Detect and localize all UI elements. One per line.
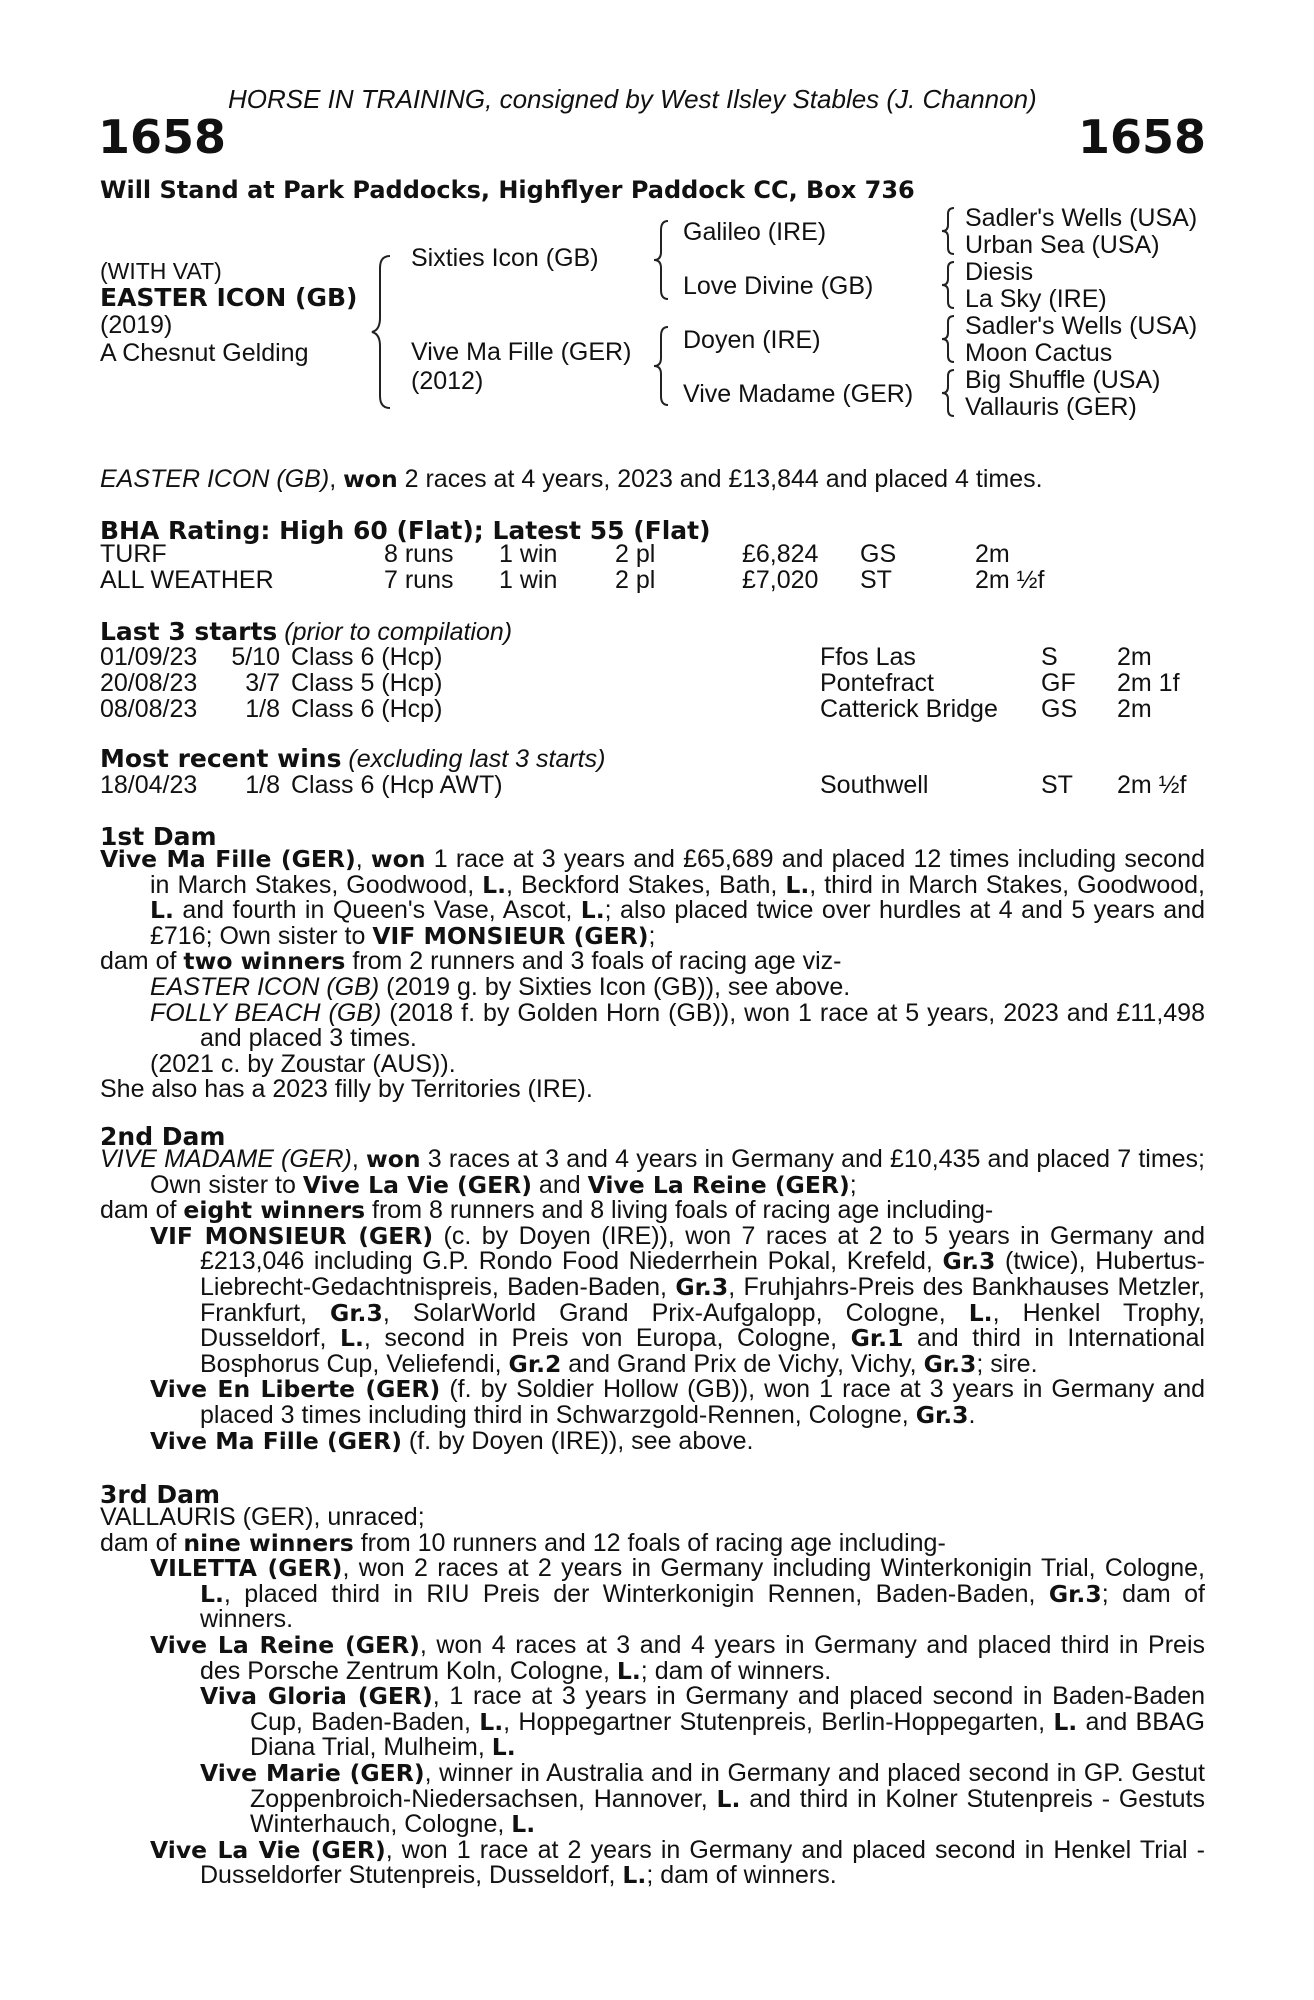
rating-runs: 7 runs <box>384 566 454 594</box>
pedigree-brace-g1 <box>940 206 962 256</box>
text: ; sire. <box>976 1349 1038 1378</box>
won-label: won <box>370 845 426 873</box>
pedigree-brace-g3 <box>940 314 962 364</box>
text: dam of <box>100 947 184 976</box>
first-dam-section <box>100 847 1205 1103</box>
winners-count: nine winners <box>183 1528 354 1557</box>
pedigree-gg-6: Moon Cactus <box>965 339 1113 367</box>
recent-wins-heading <box>100 746 605 772</box>
text: , Henkel Trophy, Dusseldorf, <box>200 1298 1205 1353</box>
text: , Beckford Stakes, Bath, <box>506 870 786 899</box>
vat-note: (WITH VAT) <box>100 258 222 284</box>
text: ; <box>648 921 656 950</box>
bha-rating-title: BHA Rating: High 60 (Flat); Latest 55 (Flat) <box>100 516 711 545</box>
race-summary: EASTER ICON (GB), won 2 races at 4 years, 2023 and £13,844 and placed 4 times. <box>100 465 1043 493</box>
listed-label: L. <box>785 870 810 899</box>
text: , third in March Stakes, Goodwood, <box>809 870 1205 899</box>
win-date: 18/04/23 <box>100 771 198 799</box>
produce-vive-la-vie <box>150 1835 1205 1890</box>
text: ; also placed twice over hurdles at 4 and 5 years and £716; Own sister to <box>150 896 1205 950</box>
pedigree-gg-4: La Sky (IRE) <box>965 285 1107 313</box>
lot-number-left: 1658 <box>98 110 227 164</box>
start-class: Class 6 (Hcp) <box>291 643 443 671</box>
rating-prize: £7,020 <box>742 566 819 594</box>
listed-label: L. <box>968 1298 993 1327</box>
first-dam-produce <box>100 949 1205 975</box>
text: . <box>968 1400 976 1429</box>
dam-name: Vive Ma Fille (GER) <box>100 845 356 873</box>
text: and third in Kolner Stutenpreis - Gestuts Winterhauch, Cologne, <box>250 1784 1205 1839</box>
lot-number-right: 1658 <box>1077 110 1206 164</box>
listed-label: L. <box>200 1579 224 1608</box>
rating-placed: 2 pl <box>615 566 656 594</box>
pedigree-dam-year: (2012) <box>411 367 484 395</box>
text: and <box>531 1170 588 1199</box>
listed-label: L. <box>150 896 174 925</box>
listed-label: L. <box>479 1707 504 1736</box>
pedigree-gg-2: Urban Sea (USA) <box>965 231 1160 259</box>
start-date: 01/09/23 <box>100 643 198 671</box>
start-course: Catterick Bridge <box>820 695 998 723</box>
pedigree-dam-sire: Doyen (IRE) <box>683 326 821 354</box>
won-label: won <box>366 1145 421 1173</box>
text: ; <box>849 1170 857 1199</box>
summary-horse-name: EASTER ICON (GB) <box>100 465 330 493</box>
pedigree-gg-3: Diesis <box>965 258 1034 286</box>
text: (c. by Doyen (IRE)), won 7 races at 2 to 5 years in Germany and £213,046 including G.P. Rondo Food Niederrhein Pokal, Krefeld, <box>200 1221 1205 1276</box>
sister-name: VIF MONSIEUR (GER) <box>372 921 649 950</box>
start-class: Class 6 (Hcp) <box>291 695 443 723</box>
text: and third in International Bosphorus Cup, Veliefendi, <box>200 1324 1205 1378</box>
last-3-starts-heading <box>100 619 512 645</box>
text: 3 races at 3 and 4 years in Germany and £10,435 and placed 7 times; Own sister to <box>150 1145 1205 1199</box>
text: (f. by Doyen (IRE)), see above. <box>401 1426 754 1455</box>
text: from 8 runners and 8 living foals of racing age including- <box>365 1196 994 1225</box>
dam-name: VIVE MADAME (GER) <box>100 1145 352 1173</box>
start-going: S <box>1041 643 1058 671</box>
group-label: Gr.1 <box>850 1324 904 1353</box>
first-dam-heading: 1st Dam <box>100 822 217 851</box>
text: and Grand Prix de Vichy, Vichy, <box>561 1349 924 1378</box>
offspring-name: Vive La Reine (GER) <box>150 1630 420 1659</box>
text: , won 4 races at 3 and 4 years in Germany and placed third in Preis des Porsche Zentrum Koln, Cologne, <box>200 1630 1206 1685</box>
text: from 2 runners and 3 foals of racing age viz- <box>345 947 842 976</box>
text: , winner in Australia and in Germany and placed second in GP. Gestut Zoppenbroich-Niedersachsen, Hannover, <box>250 1758 1205 1813</box>
text: ; dam of winners. <box>200 1579 1205 1634</box>
start-class: Class 5 (Hcp) <box>291 669 443 697</box>
rating-surface: ALL WEATHER <box>100 566 274 594</box>
produce-viletta <box>150 1556 1205 1633</box>
rating-wins: 1 win <box>499 540 558 568</box>
rating-placed: 2 pl <box>615 540 656 568</box>
pedigree-brace-dam <box>652 324 676 408</box>
text: (twice), Hubertus-Liebrecht-Gedachtnispreis, Baden-Baden, <box>200 1247 1205 1301</box>
text: (2018 f. by Golden Horn (GB)), won 1 race at 5 years, 2023 and £11,498 and placed 3 times. <box>200 998 1205 1053</box>
offspring-name: Vive Ma Fille (GER) <box>150 1426 402 1455</box>
listed-label: L. <box>580 896 605 925</box>
second-dam-record: VIVE MADAME (GER), won 3 races at 3 and 4 years in Germany and £10,435 and placed 7 times; Own sister to Vive La Vie (GER) and Vive La Reine (GER); <box>100 1145 1205 1199</box>
text: and fourth in Queen's Vase, Ascot, <box>173 896 581 925</box>
rating-going: GS <box>860 540 897 568</box>
produce-vive-en-liberte <box>150 1377 1205 1428</box>
text: , Fruhjahrs-Preis des Bankhauses Metzler, Frankfurt, <box>200 1272 1205 1327</box>
text: , 1 race at 3 years in Germany and placed second in Baden-Baden Cup, Baden-Baden, <box>250 1682 1206 1736</box>
start-distance: 2m <box>1117 643 1152 671</box>
text: ; dam of winners. <box>646 1861 837 1890</box>
rating-distance: 2m <box>975 540 1010 568</box>
offspring-name: VILETTA (GER) <box>150 1554 343 1583</box>
last-3-title: Last 3 starts <box>100 617 278 646</box>
pedigree-sire: Sixties Icon (GB) <box>411 244 599 272</box>
start-date: 08/08/23 <box>100 695 198 723</box>
text: , second in Preis von Europa, Cologne, <box>363 1324 851 1353</box>
start-position: 1/8 <box>245 695 280 723</box>
text: dam of <box>100 1528 184 1557</box>
offspring-name: Vive Marie (GER) <box>200 1758 425 1787</box>
start-position: 5/10 <box>231 643 280 671</box>
pedigree-gg-1: Sadler's Wells (USA) <box>965 204 1198 232</box>
last-3-note: (prior to compilation) <box>277 618 513 646</box>
horse-name: EASTER ICON (GB) <box>100 283 358 312</box>
rating-wins: 1 win <box>499 566 558 594</box>
pedigree-brace-sire <box>652 218 676 302</box>
summary-won: won <box>343 465 398 493</box>
recent-wins-note: (excluding last 3 starts) <box>341 745 606 773</box>
pedigree-sire-sire: Galileo (IRE) <box>683 218 827 246</box>
start-going: GS <box>1041 695 1078 723</box>
consignment-line: HORSE IN TRAINING, consigned by West Ilsley Stables (J. Channon) <box>228 84 1037 114</box>
second-dam-produce <box>100 1198 1205 1224</box>
text: , Hoppegartner Stutenpreis, Berlin-Hoppegarten, <box>503 1707 1054 1736</box>
start-date: 20/08/23 <box>100 669 198 697</box>
start-distance: 2m <box>1117 695 1152 723</box>
recent-wins-title: Most recent wins <box>100 744 342 773</box>
offspring-name: Viva Gloria (GER) <box>200 1682 433 1711</box>
win-class: Class 6 (Hcp AWT) <box>291 771 503 799</box>
start-distance: 2m 1f <box>1117 669 1180 697</box>
winners-count: eight winners <box>183 1196 366 1225</box>
second-dam-heading: 2nd Dam <box>100 1122 226 1151</box>
offspring-name: Vive La Vie (GER) <box>150 1835 386 1864</box>
pedigree-brace-main <box>370 252 400 412</box>
produce-vive-ma-fille <box>150 1426 1205 1455</box>
text: from 10 runners and 12 foals of racing age including- <box>353 1528 946 1557</box>
group-label: Gr.3 <box>915 1400 969 1429</box>
offspring-2 <box>150 998 1205 1053</box>
summary-text: 2 races at 4 years, 2023 and £13,844 and placed 4 times. <box>397 465 1043 493</box>
win-distance: 2m ½f <box>1117 771 1187 799</box>
produce-vif-monsieur <box>150 1221 1205 1378</box>
pedigree-brace-g4 <box>940 368 962 418</box>
offspring-3: (2021 c. by Zoustar (AUS)). <box>150 1049 456 1078</box>
group-label: Gr.2 <box>508 1349 562 1378</box>
pedigree-gg-7: Big Shuffle (USA) <box>965 366 1161 394</box>
start-course: Ffos Las <box>820 643 916 671</box>
listed-label: L. <box>1053 1707 1078 1736</box>
horse-description: A Chesnut Gelding <box>100 339 309 367</box>
produce-viva-gloria <box>200 1684 1205 1761</box>
third-dam-heading: 3rd Dam <box>100 1480 220 1509</box>
horse-year: (2019) <box>100 311 173 339</box>
rating-prize: £6,824 <box>742 540 819 568</box>
group-label: Gr.3 <box>330 1298 383 1327</box>
pedigree-dam-dam: Vive Madame (GER) <box>683 380 914 408</box>
text: (2019 g. by Sixties Icon (GB)), see above. <box>379 972 851 1001</box>
listed-label: L. <box>482 870 507 899</box>
listed-label: L. <box>339 1324 364 1353</box>
first-dam-record: Vive Ma Fille (GER), won 1 race at 3 years and £65,689 and placed 12 times including second in March Stakes, Goodwood, L., Beckford Stakes, Bath, L., third in March Stakes, Goodwood, L. and fourth in Queen's Vase, Ascot, L.; also placed twice over hurdles at 4 and 5 years and £716; Own sister to VIF MONSIEUR (GER); <box>100 845 1205 950</box>
text: , won 1 race at 2 years in Germany and placed second in Henkel Trial - Dusseldorfer Stutenpreis, Dusseldorf, <box>200 1835 1205 1890</box>
text: and BBAG Diana Trial, Mulheim, <box>250 1707 1205 1762</box>
rating-runs: 8 runs <box>384 540 454 568</box>
win-going: ST <box>1041 771 1073 799</box>
stand-location: Will Stand at Park Paddocks, Highflyer Paddock CC, Box 736 <box>100 176 915 204</box>
group-label: Gr.3 <box>942 1247 996 1276</box>
offspring-name: FOLLY BEACH (GB) <box>150 998 382 1027</box>
start-course: Pontefract <box>820 669 934 697</box>
pedigree-gg-5: Sadler's Wells (USA) <box>965 312 1198 340</box>
pedigree-sire-dam: Love Divine (GB) <box>683 272 874 300</box>
listed-label: L. <box>716 1784 741 1813</box>
third-dam-produce <box>100 1528 1205 1557</box>
start-position: 3/7 <box>245 669 280 697</box>
offspring-name: Vive En Liberte (GER) <box>150 1375 441 1404</box>
winners-count: two winners <box>183 947 346 976</box>
pedigree-dam: Vive Ma Fille (GER) <box>411 338 632 366</box>
text: , SolarWorld Grand Prix-Aufgalopp, Cologne, <box>382 1298 969 1327</box>
win-position: 1/8 <box>245 771 280 799</box>
listed-label: L. <box>491 1733 516 1762</box>
pedigree-brace-g2 <box>940 260 962 310</box>
listed-label: L. <box>616 1656 641 1685</box>
second-dam-section <box>100 1147 1205 1454</box>
third-dam-record: VALLAURIS (GER), unraced; <box>100 1503 425 1531</box>
sister-name: Vive La Vie (GER) <box>302 1170 532 1199</box>
rating-surface: TURF <box>100 540 167 568</box>
sister-name: Vive La Reine (GER) <box>587 1170 850 1199</box>
text: (f. by Soldier Hollow (GB)), won 1 race at 3 years in Germany and placed 3 times including third in Schwarzgold-Rennen, Cologne, <box>200 1375 1205 1429</box>
pedigree-gg-8: Vallauris (GER) <box>965 393 1137 421</box>
offspring-name: EASTER ICON (GB) <box>150 972 380 1001</box>
group-label: Gr.3 <box>1048 1579 1102 1608</box>
third-dam-section <box>100 1505 1205 1889</box>
text: , won 2 races at 2 years in Germany including Winterkonigin Trial, Cologne, <box>342 1554 1205 1583</box>
first-dam-also: She also has a 2023 filly by Territories (IRE). <box>100 1075 593 1104</box>
text: 1 race at 3 years and £65,689 and placed 12 times including second in March Stakes, Goodwood, <box>150 845 1205 899</box>
rating-distance: 2m ½f <box>975 566 1045 594</box>
text: , placed third in RIU Preis der Winterkonigin Rennen, Baden-Baden, <box>223 1579 1049 1608</box>
group-label: Gr.3 <box>923 1349 977 1378</box>
start-going: GF <box>1041 669 1076 697</box>
produce-vive-la-reine <box>150 1630 1206 1685</box>
text: ; dam of winners. <box>640 1656 832 1685</box>
win-course: Southwell <box>820 771 929 799</box>
produce-vive-marie <box>200 1758 1205 1839</box>
group-label: Gr.3 <box>675 1272 729 1301</box>
listed-label: L. <box>511 1810 536 1839</box>
listed-label: L. <box>622 1861 647 1890</box>
offspring-name: VIF MONSIEUR (GER) <box>150 1221 434 1250</box>
rating-going: ST <box>860 566 892 594</box>
offspring-1 <box>150 972 1205 1001</box>
text: dam of <box>100 1196 184 1225</box>
